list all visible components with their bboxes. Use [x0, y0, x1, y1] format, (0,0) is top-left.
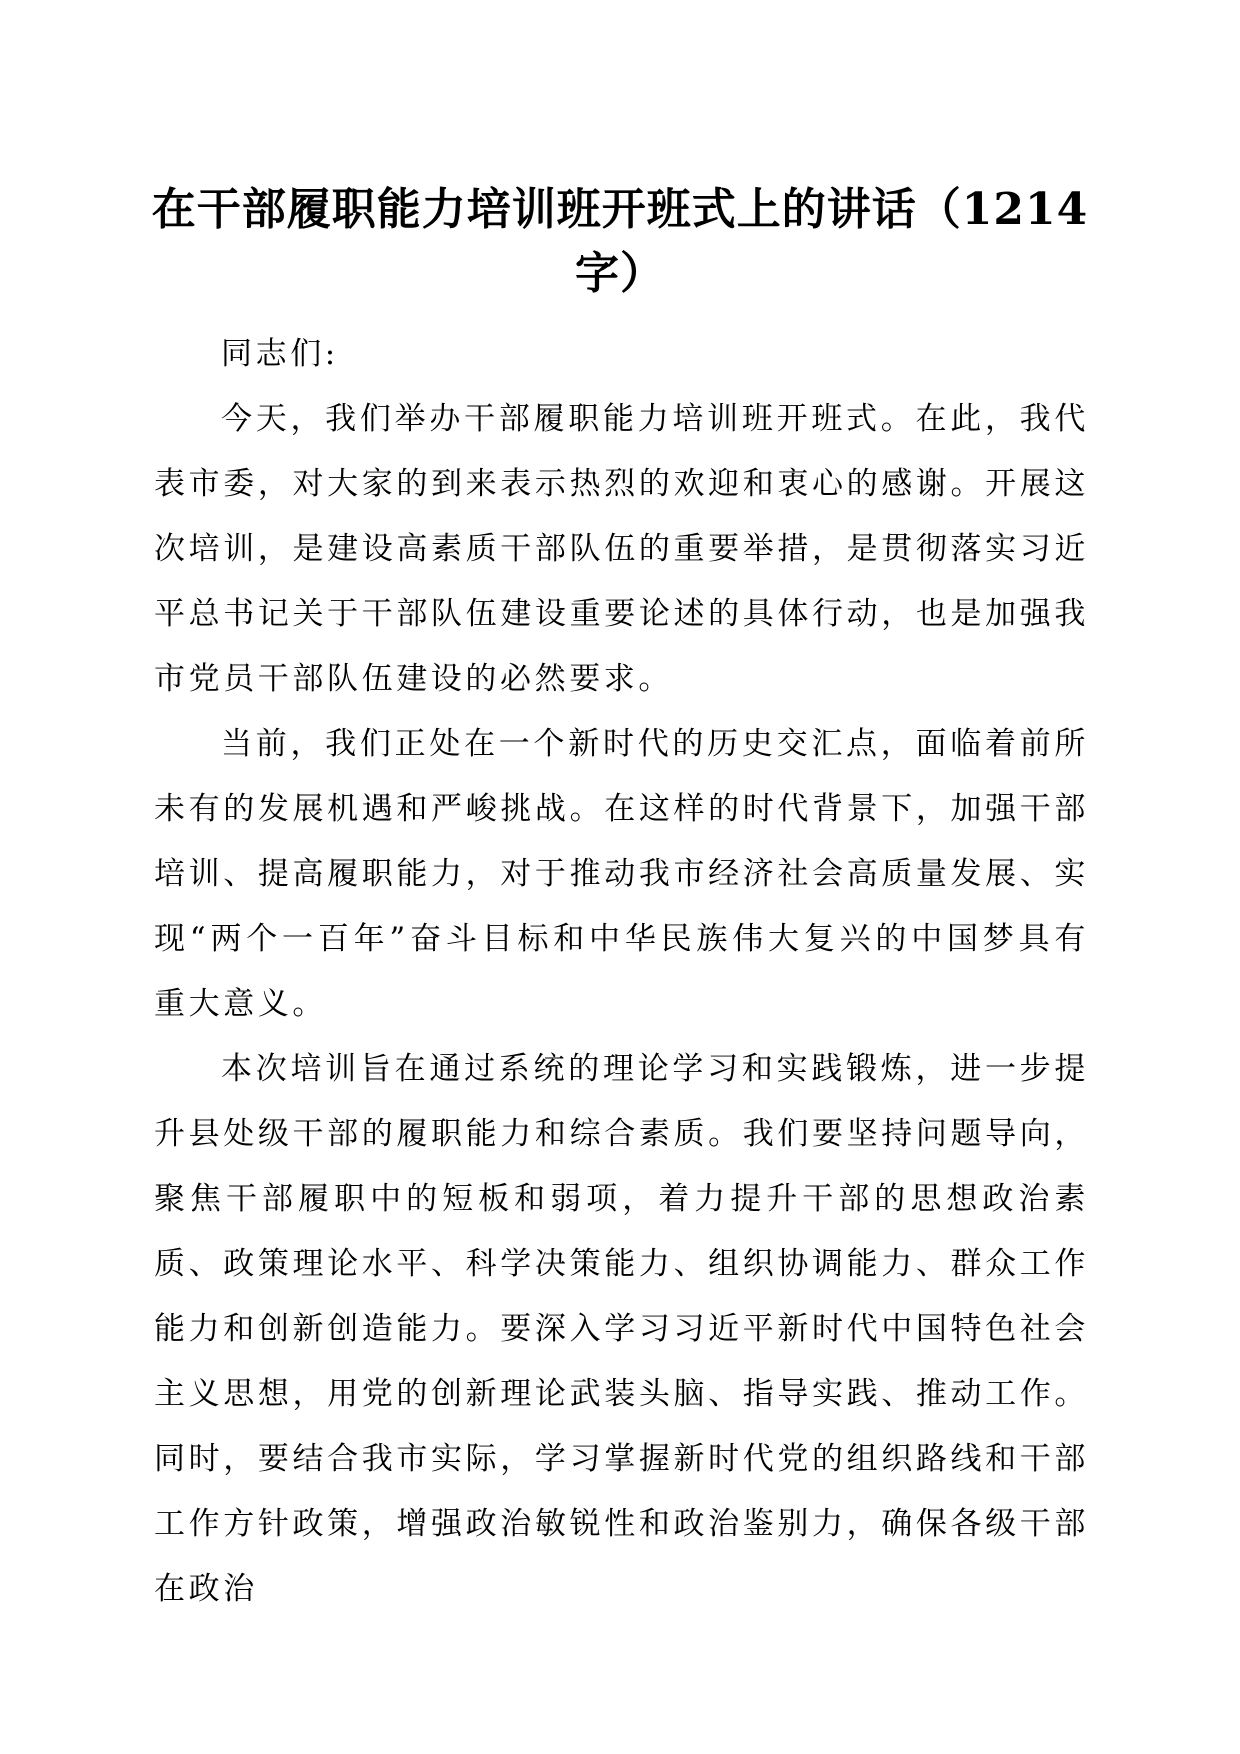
paragraph: 当前，我们正处在一个新时代的历史交汇点，面临着前所未有的发展机遇和严峻挑战。在这样的时代背景下，加强干部培训、提高履职能力，对于推动我市经济社会高质量发展、实现“两个一百年”奋斗目标和中华民族伟大复兴的中国梦具有重大意义。: [154, 726, 1089, 1022]
paragraph: 今天，我们举办干部履职能力培训班开班式。在此，我代表市委，对大家的到来表示热烈的欢迎和衷心的感谢。开展这次培训，是建设高素质干部队伍的重要举措，是贯彻落实习近平总书记关于干部队伍建设重要论述的具体行动，也是加强我市党员干部队伍建设的必然要求。: [154, 401, 1089, 697]
document-title: 在干部履职能力培训班开班式上的讲话（1214字）: [151, 184, 1089, 299]
document-body: [154, 322, 1089, 1622]
paragraph: 本次培训旨在通过系统的理论学习和实践锻炼，进一步提升县处级干部的履职能力和综合素质。我们要坚持问题导向，聚焦干部履职中的短板和弱项，着力提升干部的思想政治素质、政策理论水平、科学决策能力、组织协调能力、群众工作能力和创新创造能力。要深入学习习近平新时代中国特色社会主义思想，用党的创新理论武装头脑、指导实践、推动工作。同时，要结合我市实际，学习掌握新时代党的组织路线和干部工作方针政策，增强政治敏锐性和政治鉴别力，确保各级干部在政治: [154, 1051, 1089, 1607]
greeting: 同志们:: [221, 336, 339, 372]
